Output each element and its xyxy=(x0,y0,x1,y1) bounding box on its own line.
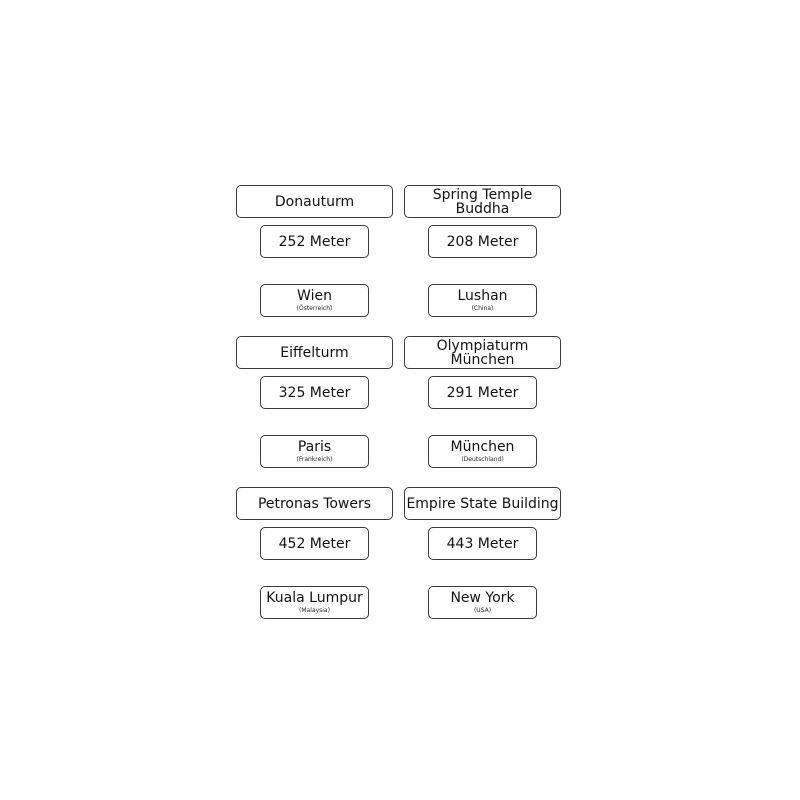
building-name: Spring Temple Buddha xyxy=(432,186,533,217)
height-card-eiffelturm xyxy=(260,376,369,409)
building-name: Empire State Building xyxy=(406,495,559,512)
location-card-kuala-lumpur xyxy=(260,586,369,619)
city-name: Paris xyxy=(297,439,332,455)
country-name: (China) xyxy=(471,305,494,312)
height-card-empire-state-building xyxy=(428,527,537,560)
country-name: (Österreich) xyxy=(296,305,333,312)
building-height: 452 Meter xyxy=(278,535,351,552)
height-card-donauturm xyxy=(260,225,369,258)
location-card-lushan xyxy=(428,284,537,317)
building-height: 443 Meter xyxy=(446,535,519,552)
location-card-new-york xyxy=(428,586,537,619)
building-height: 325 Meter xyxy=(278,384,351,401)
city-name: Wien xyxy=(297,288,332,304)
city-name: München xyxy=(450,439,515,455)
city-name: New York xyxy=(450,590,515,606)
name-card-olympiaturm xyxy=(404,336,561,369)
name-card-eiffelturm xyxy=(236,336,393,369)
height-card-olympiaturm xyxy=(428,376,537,409)
building-height: 208 Meter xyxy=(446,233,519,250)
location-card-paris xyxy=(260,435,369,468)
city-name: Lushan xyxy=(457,288,508,304)
city-name: Kuala Lumpur xyxy=(266,590,363,606)
name-card-donauturm xyxy=(236,185,393,218)
height-card-petronas-towers xyxy=(260,527,369,560)
country-name: (Deutschland) xyxy=(461,456,504,463)
location-card-wien xyxy=(260,284,369,317)
country-name: (Frankreich) xyxy=(296,456,333,463)
country-name: (USA) xyxy=(473,607,492,614)
building-height: 252 Meter xyxy=(278,233,351,250)
building-name: Donauturm xyxy=(274,193,355,210)
location-card-muenchen xyxy=(428,435,537,468)
building-height: 291 Meter xyxy=(446,384,519,401)
name-card-empire-state-building xyxy=(404,487,561,520)
country-name: (Malaysia) xyxy=(299,607,330,614)
name-card-spring-temple-buddha xyxy=(404,185,561,218)
building-name: Olympiaturm München xyxy=(436,337,529,368)
building-name: Petronas Towers xyxy=(257,495,372,512)
building-name: Eiffelturm xyxy=(280,344,349,361)
name-card-petronas-towers xyxy=(236,487,393,520)
height-card-spring-temple-buddha xyxy=(428,225,537,258)
